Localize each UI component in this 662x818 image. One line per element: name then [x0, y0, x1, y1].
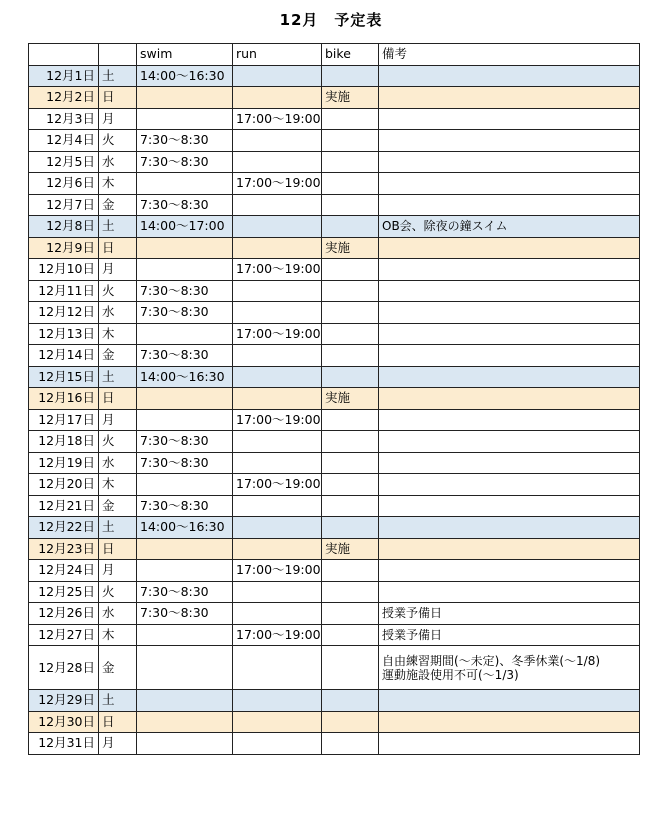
cell-run [233, 646, 322, 690]
cell-swim [137, 560, 233, 582]
cell-bike [322, 65, 379, 87]
cell-notes [379, 108, 640, 130]
cell-bike [322, 711, 379, 733]
cell-bike [322, 173, 379, 195]
cell-run [233, 237, 322, 259]
cell-swim [137, 474, 233, 496]
cell-bike [322, 130, 379, 152]
cell-notes [379, 366, 640, 388]
cell-run [233, 603, 322, 625]
cell-run [233, 302, 322, 324]
cell-day: 水 [99, 603, 137, 625]
cell-date: 12月9日 [29, 237, 99, 259]
header-swim: swim [137, 44, 233, 66]
cell-date: 12月27日 [29, 624, 99, 646]
cell-day: 金 [99, 345, 137, 367]
cell-date: 12月20日 [29, 474, 99, 496]
table-row [29, 194, 640, 216]
table-row [29, 108, 640, 130]
cell-run [233, 65, 322, 87]
header-date [29, 44, 99, 66]
table-row [29, 173, 640, 195]
cell-notes [379, 194, 640, 216]
cell-bike [322, 733, 379, 755]
cell-swim: 7:30～8:30 [137, 581, 233, 603]
cell-notes [379, 237, 640, 259]
cell-day: 土 [99, 366, 137, 388]
cell-notes: 自由練習期間(～未定)、冬季休業(～1/8) 運動施設使用不可(～1/3) [379, 646, 640, 690]
table-row [29, 280, 640, 302]
cell-run [233, 130, 322, 152]
cell-date: 12月21日 [29, 495, 99, 517]
cell-swim [137, 259, 233, 281]
cell-run: 17:00～19:00 [233, 624, 322, 646]
cell-notes [379, 560, 640, 582]
cell-bike [322, 345, 379, 367]
header-day [99, 44, 137, 66]
table-row [29, 87, 640, 109]
cell-date: 12月19日 [29, 452, 99, 474]
cell-swim [137, 323, 233, 345]
cell-day: 土 [99, 690, 137, 712]
cell-run [233, 194, 322, 216]
cell-swim: 7:30～8:30 [137, 345, 233, 367]
cell-swim: 7:30～8:30 [137, 452, 233, 474]
cell-bike [322, 603, 379, 625]
cell-swim: 7:30～8:30 [137, 302, 233, 324]
table-row [29, 323, 640, 345]
cell-day: 日 [99, 237, 137, 259]
cell-date: 12月12日 [29, 302, 99, 324]
table-row [29, 65, 640, 87]
cell-bike [322, 108, 379, 130]
cell-date: 12月10日 [29, 259, 99, 281]
page-title: 12月 予定表 [279, 11, 383, 29]
cell-day: 火 [99, 581, 137, 603]
table-row [29, 581, 640, 603]
cell-date: 12月31日 [29, 733, 99, 755]
table-row [29, 560, 640, 582]
cell-day: 水 [99, 151, 137, 173]
cell-day: 水 [99, 302, 137, 324]
cell-swim: 7:30～8:30 [137, 130, 233, 152]
table-row [29, 624, 640, 646]
cell-date: 12月6日 [29, 173, 99, 195]
cell-run [233, 452, 322, 474]
cell-run: 17:00～19:00 [233, 173, 322, 195]
cell-run [233, 517, 322, 539]
cell-notes [379, 409, 640, 431]
cell-swim [137, 87, 233, 109]
cell-date: 12月18日 [29, 431, 99, 453]
cell-bike [322, 409, 379, 431]
cell-bike [322, 323, 379, 345]
cell-day: 月 [99, 108, 137, 130]
cell-day: 火 [99, 280, 137, 302]
cell-date: 12月8日 [29, 216, 99, 238]
table-row [29, 603, 640, 625]
cell-notes [379, 388, 640, 410]
cell-bike [322, 280, 379, 302]
cell-notes [379, 65, 640, 87]
cell-bike [322, 366, 379, 388]
table-row [29, 690, 640, 712]
cell-day: 金 [99, 194, 137, 216]
cell-notes [379, 259, 640, 281]
cell-swim: 7:30～8:30 [137, 495, 233, 517]
cell-date: 12月4日 [29, 130, 99, 152]
cell-date: 12月15日 [29, 366, 99, 388]
cell-notes [379, 302, 640, 324]
cell-run: 17:00～19:00 [233, 259, 322, 281]
cell-swim: 14:00～16:30 [137, 65, 233, 87]
cell-run [233, 581, 322, 603]
cell-bike [322, 581, 379, 603]
table-row [29, 711, 640, 733]
table-row [29, 452, 640, 474]
cell-swim: 14:00～16:30 [137, 366, 233, 388]
cell-swim: 14:00～17:00 [137, 216, 233, 238]
cell-date: 12月17日 [29, 409, 99, 431]
cell-date: 12月1日 [29, 65, 99, 87]
cell-bike [322, 431, 379, 453]
cell-notes [379, 538, 640, 560]
cell-swim: 14:00～16:30 [137, 517, 233, 539]
cell-date: 12月2日 [29, 87, 99, 109]
cell-swim: 7:30～8:30 [137, 431, 233, 453]
table-row [29, 517, 640, 539]
cell-run: 17:00～19:00 [233, 323, 322, 345]
cell-day: 木 [99, 323, 137, 345]
cell-bike: 実施 [322, 87, 379, 109]
table-row [29, 409, 640, 431]
cell-day: 月 [99, 409, 137, 431]
cell-notes [379, 581, 640, 603]
cell-run [233, 280, 322, 302]
cell-date: 12月7日 [29, 194, 99, 216]
cell-day: 日 [99, 711, 137, 733]
table-row [29, 538, 640, 560]
cell-notes [379, 474, 640, 496]
cell-bike [322, 646, 379, 690]
cell-notes [379, 130, 640, 152]
cell-date: 12月22日 [29, 517, 99, 539]
schedule-body [29, 44, 640, 755]
cell-swim [137, 108, 233, 130]
table-row [29, 388, 640, 410]
cell-bike [322, 452, 379, 474]
cell-day: 木 [99, 173, 137, 195]
cell-date: 12月11日 [29, 280, 99, 302]
cell-day: 土 [99, 65, 137, 87]
cell-run: 17:00～19:00 [233, 108, 322, 130]
cell-swim [137, 690, 233, 712]
table-row [29, 259, 640, 281]
cell-date: 12月13日 [29, 323, 99, 345]
cell-bike [322, 560, 379, 582]
cell-notes [379, 495, 640, 517]
table-row [29, 646, 640, 690]
cell-bike [322, 624, 379, 646]
cell-bike [322, 216, 379, 238]
cell-bike: 実施 [322, 538, 379, 560]
cell-notes [379, 517, 640, 539]
header-run: run [233, 44, 322, 66]
cell-day: 日 [99, 538, 137, 560]
cell-bike [322, 517, 379, 539]
table-row [29, 431, 640, 453]
cell-run [233, 366, 322, 388]
cell-bike [322, 690, 379, 712]
cell-day: 土 [99, 517, 137, 539]
cell-run [233, 733, 322, 755]
cell-day: 日 [99, 87, 137, 109]
cell-run: 17:00～19:00 [233, 560, 322, 582]
cell-day: 火 [99, 130, 137, 152]
cell-notes [379, 711, 640, 733]
cell-run [233, 151, 322, 173]
table-row [29, 474, 640, 496]
header-bike: bike [322, 44, 379, 66]
cell-bike [322, 302, 379, 324]
cell-swim: 7:30～8:30 [137, 194, 233, 216]
cell-day: 土 [99, 216, 137, 238]
cell-run [233, 495, 322, 517]
cell-notes [379, 173, 640, 195]
cell-bike [322, 151, 379, 173]
cell-run: 17:00～19:00 [233, 474, 322, 496]
table-row [29, 216, 640, 238]
cell-date: 12月24日 [29, 560, 99, 582]
cell-swim [137, 237, 233, 259]
table-row [29, 366, 640, 388]
cell-day: 木 [99, 474, 137, 496]
cell-day: 日 [99, 388, 137, 410]
cell-run [233, 431, 322, 453]
cell-notes [379, 690, 640, 712]
cell-run [233, 216, 322, 238]
cell-date: 12月28日 [29, 646, 99, 690]
header-notes: 備考 [379, 44, 640, 66]
cell-day: 月 [99, 259, 137, 281]
cell-bike: 実施 [322, 388, 379, 410]
cell-day: 月 [99, 733, 137, 755]
cell-notes [379, 151, 640, 173]
cell-day: 金 [99, 495, 137, 517]
cell-day: 水 [99, 452, 137, 474]
table-row [29, 151, 640, 173]
cell-swim: 7:30～8:30 [137, 151, 233, 173]
cell-swim: 7:30～8:30 [137, 280, 233, 302]
cell-bike [322, 495, 379, 517]
table-row [29, 302, 640, 324]
cell-date: 12月26日 [29, 603, 99, 625]
table-row [29, 345, 640, 367]
cell-run: 17:00～19:00 [233, 409, 322, 431]
table-row [29, 495, 640, 517]
cell-bike [322, 259, 379, 281]
cell-notes: 授業予備日 [379, 624, 640, 646]
cell-day: 木 [99, 624, 137, 646]
cell-bike [322, 194, 379, 216]
cell-swim [137, 646, 233, 690]
cell-date: 12月23日 [29, 538, 99, 560]
cell-notes [379, 323, 640, 345]
table-row [29, 130, 640, 152]
cell-date: 12月29日 [29, 690, 99, 712]
cell-bike [322, 474, 379, 496]
cell-run [233, 711, 322, 733]
schedule-table [28, 43, 640, 755]
cell-swim: 7:30～8:30 [137, 603, 233, 625]
cell-bike: 実施 [322, 237, 379, 259]
cell-notes [379, 87, 640, 109]
cell-notes [379, 345, 640, 367]
cell-date: 12月25日 [29, 581, 99, 603]
cell-swim [137, 388, 233, 410]
cell-date: 12月5日 [29, 151, 99, 173]
table-row [29, 237, 640, 259]
cell-swim [137, 409, 233, 431]
cell-date: 12月3日 [29, 108, 99, 130]
cell-swim [137, 624, 233, 646]
cell-day: 月 [99, 560, 137, 582]
cell-run [233, 345, 322, 367]
cell-notes [379, 733, 640, 755]
cell-run [233, 690, 322, 712]
cell-notes [379, 280, 640, 302]
cell-swim [137, 173, 233, 195]
cell-notes [379, 431, 640, 453]
cell-swim [137, 733, 233, 755]
header-row [29, 44, 640, 66]
table-row [29, 733, 640, 755]
cell-day: 火 [99, 431, 137, 453]
cell-date: 12月14日 [29, 345, 99, 367]
cell-notes: OB会、除夜の鐘スイム [379, 216, 640, 238]
cell-run [233, 538, 322, 560]
cell-notes [379, 452, 640, 474]
cell-run [233, 388, 322, 410]
cell-day: 金 [99, 646, 137, 690]
cell-run [233, 87, 322, 109]
cell-swim [137, 711, 233, 733]
cell-notes: 授業予備日 [379, 603, 640, 625]
cell-date: 12月16日 [29, 388, 99, 410]
cell-swim [137, 538, 233, 560]
cell-date: 12月30日 [29, 711, 99, 733]
